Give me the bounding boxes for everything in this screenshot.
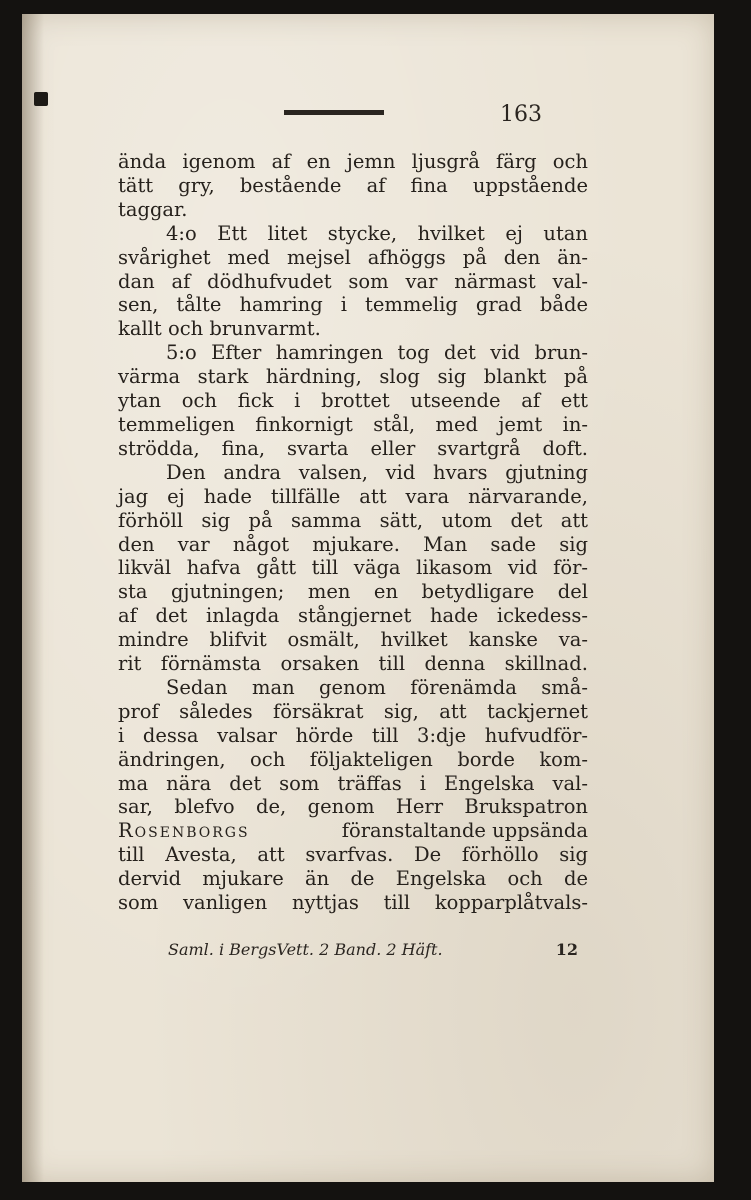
text-line: sta gjutningen; men en betydligare del: [118, 580, 588, 604]
text-line: till Avesta, att svarfvas. De förhöllo sig: [118, 843, 588, 867]
text-line: svårighet med mejsel afhöggs på den än-: [118, 245, 588, 269]
text-line: Sedan man genom förenämda små-: [166, 675, 588, 699]
text-line: dervid mjukare än de Engelska och de: [118, 867, 588, 891]
text-line: sen, tålte hamring i temmelig grad både: [118, 293, 588, 317]
text-line: [118, 819, 588, 843]
page-number: 163: [500, 102, 542, 127]
text-line: dan af dödhufvudet som var närmast val-: [118, 269, 588, 293]
text-line: Den andra valsen, vid hvars gjutning: [166, 460, 588, 484]
text-line: jag ej hade tillfälle att vara närvarande,: [118, 484, 588, 508]
text-line: ända igenom af en jemn ljusgrå färg och: [118, 150, 588, 173]
text-line: den var något mjukare. Man sade sig: [118, 532, 588, 556]
footer-signature: Saml. i BergsVett. 2 Band. 2 Häft.: [168, 940, 443, 959]
text-line: mindre blifvit osmält, hvilket kanske va-: [118, 628, 588, 652]
text-line: rit förnämsta orsaken till denna skillnad.: [118, 652, 588, 676]
text-line: temmeligen finkornigt stål, med jemt in-: [118, 412, 588, 436]
text-line: som vanligen nyttjas till kopparplåtvals-: [118, 891, 588, 915]
text-line: 5:o Efter hamringen tog det vid brun-: [166, 341, 588, 365]
text-line: af det inlagda stångjernet hade ickedess-: [118, 604, 588, 628]
header-rule: [284, 110, 384, 115]
text-line: ändringen, och följakteligen borde kom-: [118, 747, 588, 771]
text-line: sar, blefvo de, genom Herr Brukspatron: [118, 795, 588, 819]
text-line: strödda, fina, svarta eller svartgrå doft.: [118, 436, 588, 460]
body-text: [118, 150, 588, 915]
page-edge-mark: [34, 92, 48, 106]
text-line: taggar.: [118, 197, 188, 221]
sheet-number: 12: [555, 940, 578, 959]
text-line: förhöll sig på samma sätt, utom det att: [118, 508, 588, 532]
text-line: ma nära det som träffas i Engelska val-: [118, 771, 588, 795]
text-line: kallt och brunvarmt.: [118, 317, 321, 341]
text-line: tätt gry, bestående af fina uppstående: [118, 173, 588, 197]
text-line-rest: föranstaltande uppsända: [341, 819, 588, 843]
text-line: värma stark härdning, slog sig blankt på: [118, 365, 588, 389]
text-line: 4:o Ett litet stycke, hvilket ej utan: [166, 221, 588, 245]
text-line: likväl hafva gått till väga likasom vid för-: [118, 556, 588, 580]
text-line: prof således försäkrat sig, att tackjernet: [118, 699, 588, 723]
text-line: i dessa valsar hörde till 3:dje hufvudför-: [118, 723, 588, 747]
name-smallcaps: Rosenborgs: [118, 819, 250, 843]
text-line: ytan och fick i brottet utseende af ett: [118, 389, 588, 413]
document-page: [22, 14, 714, 1182]
page-footer: [168, 940, 588, 959]
